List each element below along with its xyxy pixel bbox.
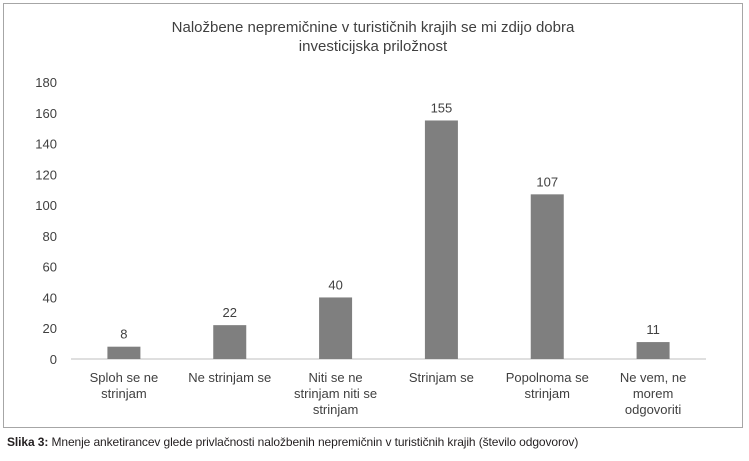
x-tick-label: Niti se ne strinjam niti se strinjam [294,370,378,417]
y-tick-label: 180 [35,75,57,90]
data-label: 40 [328,277,343,293]
bar [107,347,140,359]
y-tick-label: 160 [35,105,57,121]
x-tick-label: Ne strinjam se [188,370,272,385]
caption-text: Mnenje anketirancev glede privlačnosti naložbenih nepremičnin v turističnih krajih (število odgovorov) [48,435,579,449]
caption-label: Slika 3: [7,435,49,449]
data-label: 107 [536,174,559,190]
y-tick-label: 20 [42,321,57,337]
chart-title: Naložbene nepremičnine v turističnih krajih se mi zdijo dobra investicijska priložnost [171,19,575,55]
data-label: 22 [222,305,237,321]
y-tick-label: 0 [49,352,57,367]
bar [425,120,458,359]
bar [213,325,246,359]
x-tick-label: Ne vem, ne morem odgovoriti [619,370,687,417]
x-tick-label: Sploh se ne strinjam [89,370,159,401]
y-tick-label: 80 [42,228,57,244]
bar [531,194,564,359]
bar [319,297,352,359]
x-tick-label: Strinjam se [408,370,474,385]
y-tick-label: 60 [42,259,57,275]
figure-caption [7,435,578,449]
data-label: 11 [646,322,660,338]
y-tick-label: 100 [35,198,57,214]
y-tick-label: 40 [42,290,57,306]
data-label: 155 [430,100,453,116]
y-tick-label: 140 [35,136,57,152]
bar [637,342,670,359]
x-tick-label: Popolnoma se strinjam [505,370,589,401]
y-tick-label: 120 [35,167,57,183]
data-label: 8 [120,326,128,342]
